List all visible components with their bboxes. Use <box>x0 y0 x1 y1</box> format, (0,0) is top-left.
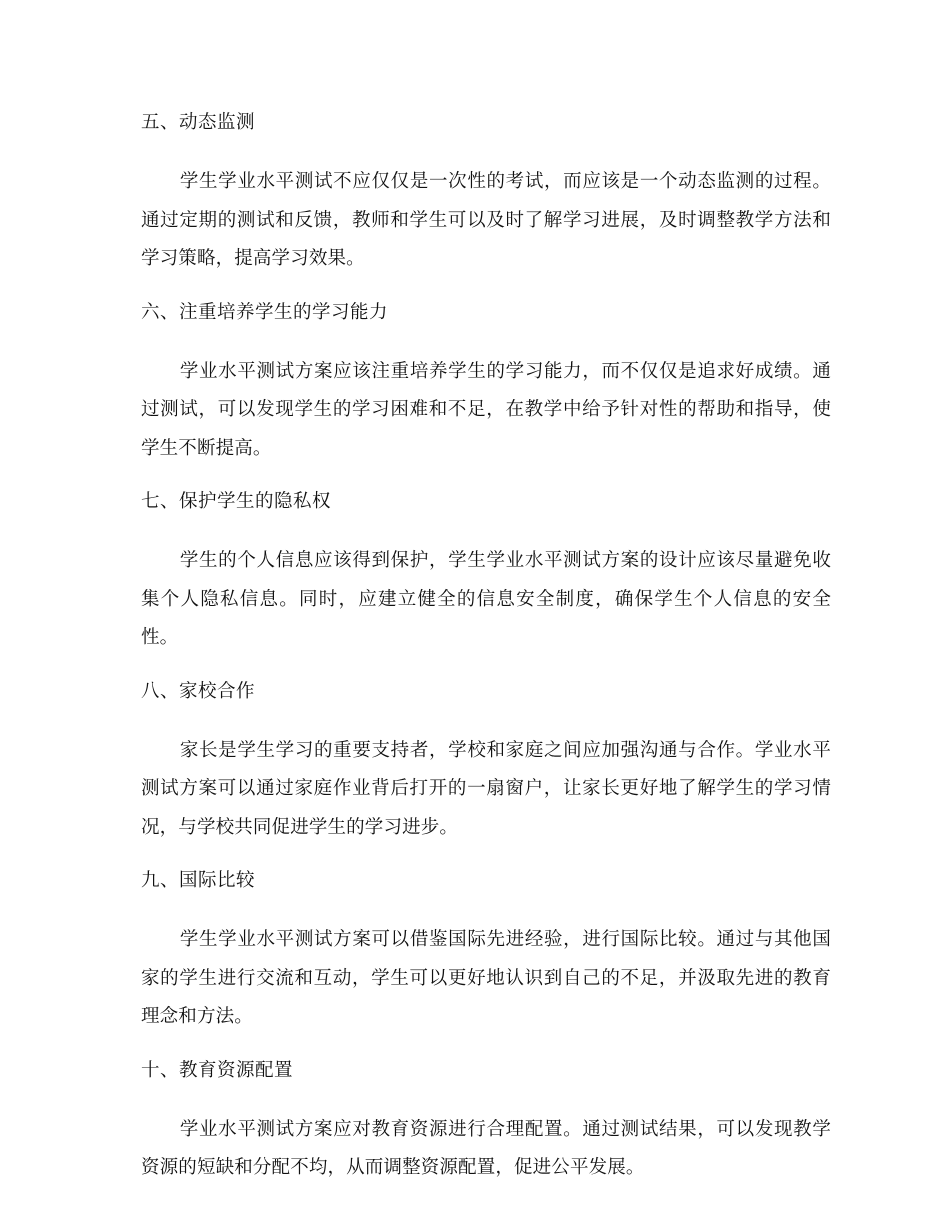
section-home-school-cooperation <box>141 677 831 848</box>
section-dynamic-monitoring <box>141 108 831 279</box>
section-heading: 九、国际比较 <box>141 870 256 891</box>
section-learning-ability <box>141 298 831 469</box>
section-heading: 十、教育资源配置 <box>141 1059 294 1081</box>
section-paragraph: 学业水平测试方案应该注重培养学生的学习能力，而不仅仅是追求好成绩。通过测试，可以发现学生的学习困难和不足，在教学中给予针对性的帮助和指导，使学生不断提高。 <box>141 360 831 459</box>
section-heading: 六、注重培养学生的学习能力 <box>141 301 389 323</box>
section-paragraph: 家长是学生学习的重要支持者，学校和家庭之间应加强沟通与合作。学业水平测试方案可以通过家庭作业背后打开的一扇窗户，让家长更好地了解学生的学习情况，与学校共同促进学生的学习进步。 <box>141 739 831 838</box>
section-paragraph: 学生的个人信息应该得到保护，学生学业水平测试方案的设计应该尽量避免收集个人隐私信息。同时，应建立健全的信息安全制度，确保学生个人信息的安全性。 <box>141 550 831 648</box>
section-heading: 八、家校合作 <box>141 680 256 702</box>
section-resource-allocation <box>141 1056 831 1188</box>
section-heading: 七、保护学生的隐私权 <box>141 491 332 512</box>
section-paragraph: 学生学业水平测试不应仅仅是一次性的考试，而应该是一个动态监测的过程。通过定期的测试和反馈，教师和学生可以及时了解学习进展，及时调整教学方法和学习策略，提高学习效果。 <box>141 171 831 269</box>
section-paragraph: 学业水平测试方案应对教育资源进行合理配置。通过测试结果，可以发现教学资源的短缺和分配不均，从而调整资源配置，促进公平发展。 <box>141 1118 831 1178</box>
document-body <box>141 108 831 1207</box>
section-privacy <box>141 487 831 658</box>
section-paragraph: 学生学业水平测试方案可以借鉴国际先进经验，进行国际比较。通过与其他国家的学生进行交流和互动，学生可以更好地认识到自己的不足，并汲取先进的教育理念和方法。 <box>141 929 831 1027</box>
section-heading: 五、动态监测 <box>141 112 256 133</box>
section-international-comparison <box>141 866 831 1037</box>
